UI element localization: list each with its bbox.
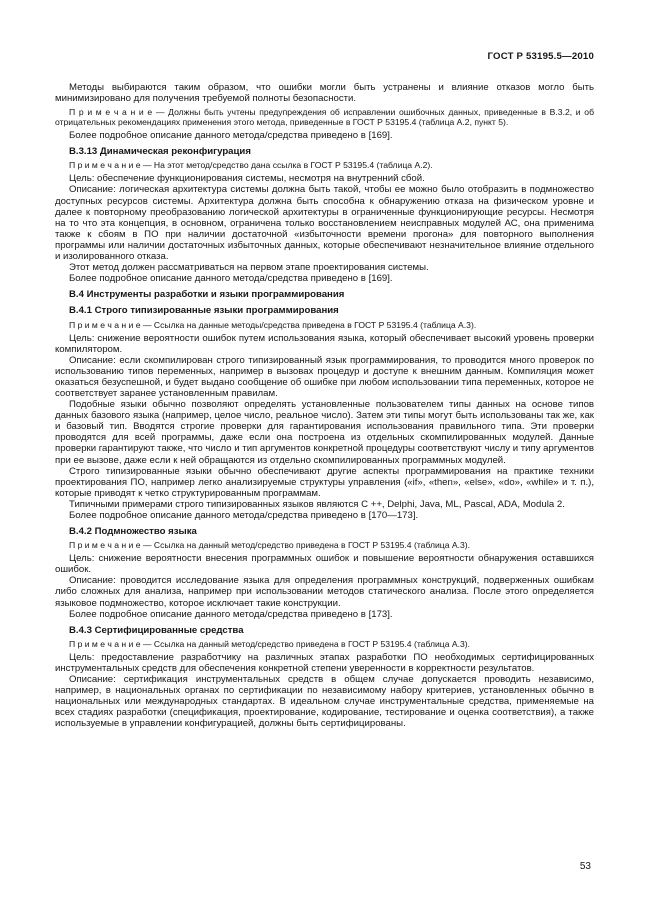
paragraph: Более подробное описание данного метода/средства приведено в [169]. bbox=[69, 130, 393, 142]
document-header-standard-number: ГОСТ Р 53195.5—2010 bbox=[487, 51, 594, 62]
paragraph: Этот метод должен рассматриваться на первом этапе проектирования системы. bbox=[69, 262, 429, 274]
paragraph: Типичными примерами строго типизированных языков являются С ++, Delphi, Java, ML, Pascal, ADA, Modula 2. bbox=[69, 498, 565, 510]
note-paragraph: П р и м е ч а н и е — Ссылка на данные методы/средства приведена в ГОСТ Р 53195.4 (таблица А.3). bbox=[69, 319, 477, 330]
section-heading: В.3.13 Динамическая реконфигурация bbox=[69, 146, 251, 158]
paragraph: Описание: если скомпилирован строго типизированный язык программирования, то проводится много проверок по использованию типов переменных, например в вызовах процедур и доступе к внешним данным. Компиляция может оказаться безуспешной, и будет выдано сообщение об ошибке при любом использовании типа переменных, которое не соответствует заранее установленным правилам. bbox=[55, 354, 594, 399]
note-paragraph: П р и м е ч а н и е — Должны быть учтены предупреждения об исправлении ошибочных данных, приведенные в В.3.2, и об отрицательных рекомендациях применения этого метода, приведенные в ГОСТ Р 53195.4 (таблица А.2, пункт 5). bbox=[55, 107, 594, 128]
note-paragraph: П р и м е ч а н и е — Ссылка на данный метод/средство приведена в ГОСТ Р 53195.4 (таблица А.3). bbox=[69, 638, 471, 649]
paragraph: Описание: логическая архитектура системы должна быть такой, чтобы ее можно было отобразить в подмножество доступных ресурсов системы. Архитектура должна быть способна к обнаружению отказа на физическом уровне и далее к повторному преобразованию логической архитектуры в ограниченные функционирующие ресурсы. Несмотря на то что эта концепция, в основном, ограничена только восстановлением неисправных модулей АС, она применима также к сбоям в ПО при наличии достаточной «избыточности времени прогона» для повторного выполнения программы или наличии достаточных избыточных данных, которые обеспечивают незначительное влияние отдельного и изолированного отказа. bbox=[55, 184, 594, 263]
document-content bbox=[55, 82, 594, 730]
paragraph: Методы выбираются таким образом, что ошибки могли быть устранены и влияние отказов могло быть минимизировано для получения требуемой полноты безопасности. bbox=[55, 82, 594, 105]
paragraph: Описание: проводится исследование языка для определения программных конструкций, подверженных ошибкам либо сложных для анализа, например при использовании методов статического анализа. После этого определяется языковое подмножество, которое исключает такие конструкции. bbox=[55, 575, 594, 609]
note-paragraph: П р и м е ч а н и е — На этот метод/средство дана ссылка в ГОСТ Р 53195.4 (таблица А.2). bbox=[69, 160, 433, 171]
section-heading: В.4.2 Подмножество языка bbox=[69, 526, 197, 538]
paragraph: Более подробное описание данного метода/средства приведено в [170—173]. bbox=[69, 510, 419, 521]
paragraph: Цель: снижение вероятности внесения программных ошибок и повышение вероятности обнаружения оставшихся ошибок. bbox=[55, 553, 594, 576]
section-heading: В.4.3 Сертифицированные средства bbox=[69, 624, 244, 636]
paragraph: Строго типизированные языки обычно обеспечивают другие аспекты программирования на практике техники проектирования ПО, например легко анализируемые структуры управления («if», «then», «else», «do», «while» и т. п.), которые приводят к четко структурированным программам. bbox=[55, 465, 594, 499]
paragraph: Цель: снижение вероятности ошибок путем использования языка, который обеспечивает высокий уровень проверки компилятором. bbox=[55, 332, 594, 355]
paragraph: Цель: предоставление разработчику на различных этапах разработки ПО необходимых сертифицированных инструментальных средств для обеспечения конкретной степени уверенности в корректности результатов. bbox=[55, 651, 594, 674]
section-heading: В.4 Инструменты разработки и языки программирования bbox=[69, 289, 345, 301]
page-number: 53 bbox=[579, 861, 591, 872]
paragraph: Более подробное описание данного метода/средства приведено в [169]. bbox=[69, 273, 393, 285]
paragraph: Подобные языки обычно позволяют определять установленные пользователем типы данных на основе типов данных базового языка (например, целое число, реальное число). Затем эти типы могут быть использованы так же, как и базовый тип. Вводятся строгие проверки для гарантирования использования правильного типа. Эти проверки проводятся для всей программы, даже если она построена из отдельных скомпилированных модулей. Данные проверки гарантируют также, что число и тип аргументов конкретной процедуры соответствуют числу и типу аргументов при ее вызове, даже если к ней обращаются из отдельно скомпилированных программных модулей. bbox=[55, 399, 594, 466]
section-heading: В.4.1 Строго типизированные языки программирования bbox=[69, 305, 339, 317]
paragraph: Более подробное описание данного метода/средства приведено в [173]. bbox=[69, 608, 393, 620]
note-paragraph: П р и м е ч а н и е — Ссылка на данный метод/средство приведена в ГОСТ Р 53195.4 (таблица А.3). bbox=[69, 540, 471, 551]
paragraph: Цель: обеспечение функционирования системы, несмотря на внутренний сбой. bbox=[69, 173, 425, 185]
paragraph: Описание: сертификация инструментальных средств в общем случае допускается проводить независимо, например, в национальных органах по сертификации по независимому набору критериев, установленных обычно в национальных или международных стандартах. В идеальном случае инструментальные средства, применяемые на всех стадиях разработки (спецификация, проектирование, кодирование, тестирование и оценка соответствия), а также используемые в управлении конфигурацией, должны быть сертифицированы. bbox=[55, 674, 594, 730]
